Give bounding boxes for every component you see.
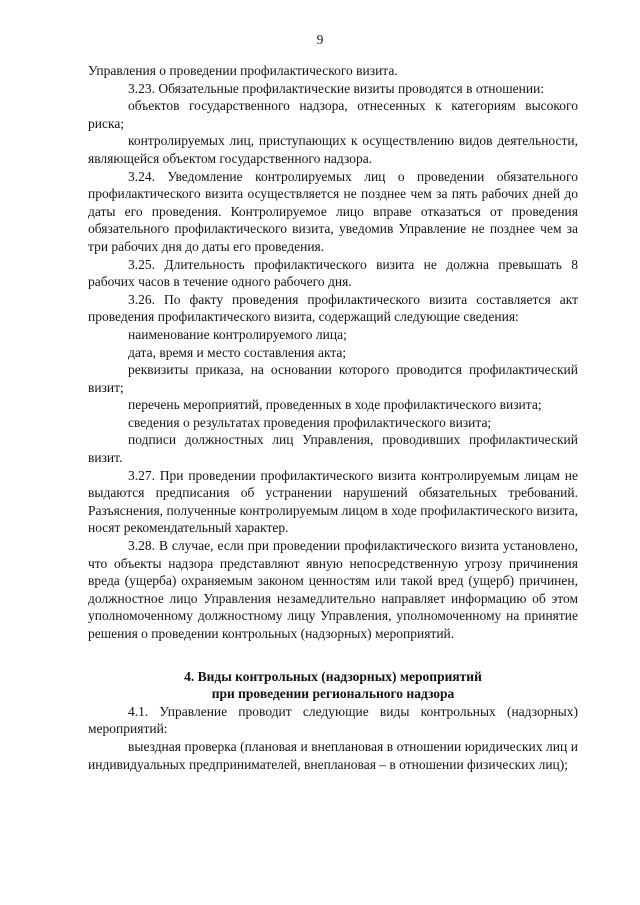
paragraph: перечень мероприятий, проведенных в ходе профилактического визита; xyxy=(128,397,542,413)
page-number: 9 xyxy=(316,32,324,47)
section-heading-line: при проведении регионального надзора xyxy=(211,686,455,702)
paragraph: 3.23. Обязательные профилактические визиты проводятся в отношении: xyxy=(128,80,545,96)
paragraph: объектов государственного надзора, отнесенных к категориям высокого риска; xyxy=(88,98,578,131)
paragraph: 3.27. При проведении профилактического визита контролируемым лицам не выдаются предписания об устранении нарушений обязательных требований. Разъяснения, полученные контролируемым лицом в ходе профилактического визита, носят рекомендательный характер. xyxy=(88,467,578,536)
paragraph: 4.1. Управление проводит следующие виды контрольных (надзорных) мероприятий: xyxy=(88,703,578,737)
section-heading xyxy=(88,668,578,703)
paragraph: подписи должностных лиц Управления, проводивших профилактический визит. xyxy=(88,432,578,466)
paragraph: контролируемых лиц, приступающих к осуществлению видов деятельности, являющейся объектом государственного надзора. xyxy=(88,133,578,166)
paragraph: сведения о результатах проведения профилактического визита; xyxy=(128,414,492,430)
paragraph: 3.26. По факту проведения профилактического визита составляется акт проведения профилактического визита, содержащий следующие сведения: xyxy=(88,291,578,325)
paragraph: Управления о проведении профилактического визита. xyxy=(88,63,398,78)
paragraph: дата, время и место составления акта; xyxy=(128,344,347,360)
paragraph: 3.24. Уведомление контролируемых лиц о проведении обязательного профилактического визита осуществляется не позднее чем за пять рабочих дней до даты его проведения. Контролируемое лицо вправе отказаться от проведения обязательного профилактического визита, уведомив Управление не позднее чем за три рабочих дня до даты его проведения. xyxy=(88,168,578,254)
section-heading-line: 4. Виды контрольных (надзорных) мероприятий xyxy=(184,668,482,684)
document-body xyxy=(88,62,578,773)
paragraph: выездная проверка (плановая и внеплановая в отношении юридических лиц и индивидуальных предпринимателей, внеплановая – в отношении физических лиц); xyxy=(88,738,578,772)
paragraph: реквизиты приказа, на основании которого проводится профилактический визит; xyxy=(88,362,578,395)
paragraph: 3.25. Длительность профилактического визита не должна превышать 8 рабочих часов в течение одного рабочего дня. xyxy=(88,256,578,290)
paragraph: наименование контролируемого лица; xyxy=(128,326,347,342)
paragraph: 3.28. В случае, если при проведении профилактического визита установлено, что объекты надзора представляют явную непосредственную угрозу причинения вреда (ущерба) охраняемым законом ценностям или такой вред (ущерб) причинен, должностное лицо Управления незамедлительно направляет информацию об этом уполномоченному должностному лицу Управления, уполномоченному на принятие решения о проведении контрольных (надзорных) мероприятий. xyxy=(88,538,578,641)
